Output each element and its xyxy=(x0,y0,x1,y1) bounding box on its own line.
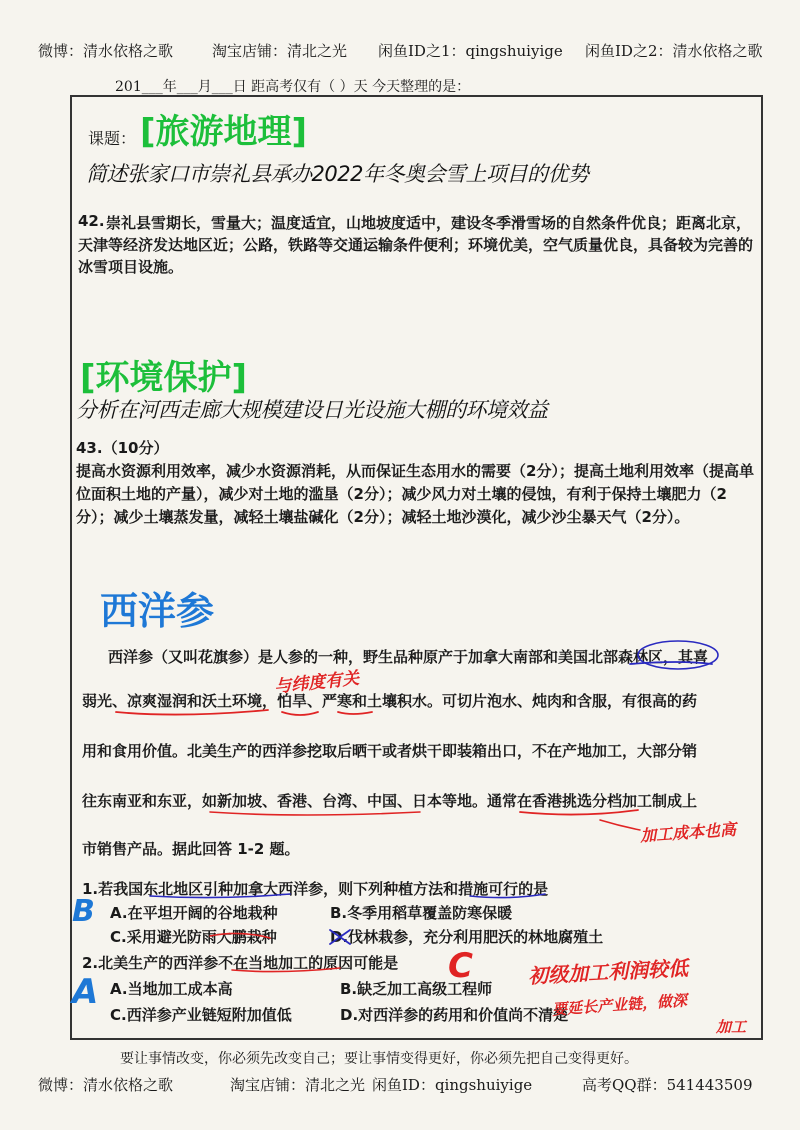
question-42-number: 42. xyxy=(78,212,105,230)
underline-cool-humid xyxy=(116,710,268,715)
underline-northeast xyxy=(150,894,290,898)
topic-label: 课题： xyxy=(88,129,137,148)
header-xianyu-1: 闲鱼ID之1：qingshuiyige xyxy=(378,42,563,60)
cross-d-option xyxy=(330,930,350,944)
note-extend-chain: 要延长产业链，做深 xyxy=(551,991,688,1019)
ginseng-para-line-1: 西洋参（又叫花旗参）是人参的一种，野生品种原产于加拿大南部和美国北部森林区，其喜 xyxy=(108,648,709,666)
note-processing-cost: 加工成本也高 xyxy=(639,819,737,846)
question-43-number: 43.（10分） xyxy=(76,439,169,457)
question-1-option-d: D.伐林栽参，充分利用肥沃的林地腐殖土 xyxy=(330,928,604,946)
question-2-option-d: D.对西洋参的药用和价值尚不清楚 xyxy=(340,1006,569,1024)
question-1-option-c: C.采用避光防雨大鹏栽种 xyxy=(110,928,277,946)
strike-rain xyxy=(210,933,270,938)
footer-xianyu: 闲鱼ID：qingshuiyige xyxy=(372,1076,533,1094)
date-line: 201___年___月___日 距高考仅有（ ）天 今天整理的是： xyxy=(115,79,471,95)
question-1-stem: 1.若我国东北地区引种加拿大西洋参，则下列种植方法和措施可行的是 xyxy=(82,880,549,898)
answer-mark-c: C xyxy=(448,946,473,986)
underline-countries xyxy=(210,812,420,815)
question-1-option-a: A.在平坦开阔的谷地栽种 xyxy=(110,904,278,922)
question-2-option-a: A.当地加工成本高 xyxy=(110,980,233,998)
underline-measures xyxy=(470,894,545,898)
question-1-option-b: B.冬季用稻草覆盖防寒保暖 xyxy=(330,904,513,922)
question-42-answer: 崇礼县雪期长，雪量大；温度适宜，山地坡度适中，建设冬季滑雪场的自然条件优良；距离北京，天津等经济发达地区近；公路，铁路等交通运输条件便利；环境优美，空气质量优良，具备较为完善的冰雪项目设施。 xyxy=(78,214,754,276)
ginseng-para-line-3: 用和食用价值。北美生产的西洋参挖取后晒干或者烘干即装箱出口，不在产地加工，大部分销 xyxy=(82,742,698,760)
footer-weibo: 微博：清水依格之歌 xyxy=(38,1076,174,1094)
section-title-environment: [环境保护] xyxy=(80,358,248,398)
section-title-tourism: [旅游地理] xyxy=(140,112,308,152)
ginseng-para-line-4: 往东南亚和东亚，如新加坡、香港、台湾、中国、日本等地。通常在香港挑选分档加工制成上 xyxy=(82,792,698,810)
underline-hongkong xyxy=(520,810,638,815)
handwritten-prompt-1: 简述张家口市崇礼县承办2022年冬奥会雪上项目的优势 xyxy=(86,162,589,186)
question-2-option-b: B.缺乏加工高级工程师 xyxy=(340,980,493,998)
footer-motto: 要让事情改变，你必须先改变自己；要让事情变得更好，你必须先把自己变得更好。 xyxy=(120,1051,638,1067)
question-43-answer: 提高水资源利用效率，减少水资源消耗，从而保证生态用水的需要（2分）；提高土地利用效率（提高单位面积土地的产量），减少对土地的滥垦（2分）；减少风力对土壤的侵蚀，有利于保持土壤肥力（2分）；减少土壤蒸发量，减轻土壤盐碱化（2分）；减轻土地沙漠化，减少沙尘暴天气（2分）。 xyxy=(76,462,754,526)
underline-not-local xyxy=(232,968,340,972)
handwritten-prompt-2: 分析在河西走廊大规模建设日光设施大棚的环境效益 xyxy=(76,398,548,422)
underline-drought xyxy=(282,712,318,715)
question-2-option-c: C.西洋参产业链短附加值低 xyxy=(110,1006,292,1024)
ginseng-para-line-2: 弱光、凉爽湿润和沃土环境，怕旱、严寒和土壤积水。可切片泡水、炖肉和含服，有很高的药 xyxy=(82,692,698,710)
answer-mark-2: A xyxy=(72,972,99,1012)
header-weibo: 微博：清水依格之歌 xyxy=(38,42,174,60)
question-2-stem: 2.北美生产的西洋参不在当地加工的原因可能是 xyxy=(82,954,399,972)
note-processing: 加工 xyxy=(716,1018,747,1036)
ginseng-para-line-5: 市销售产品。据此回答 1-2 题。 xyxy=(82,840,300,858)
footer-qq: 高考QQ群：541443509 xyxy=(582,1076,753,1094)
header-taobao: 淘宝店铺：清北之光 xyxy=(212,42,348,60)
answer-mark-1: B xyxy=(72,894,95,929)
footer-taobao: 淘宝店铺：清北之光 xyxy=(230,1076,366,1094)
circle-forest xyxy=(638,641,718,669)
section-title-ginseng: 西洋参 xyxy=(100,589,215,633)
header-xianyu-2: 闲鱼ID之2：清水依格之歌 xyxy=(585,42,763,60)
underline-cold xyxy=(338,712,372,714)
note-low-profit: 初级加工利润较低 xyxy=(527,955,689,989)
arrow-hongkong xyxy=(600,820,640,830)
note-latitude: 与纬度有关 xyxy=(273,668,361,698)
